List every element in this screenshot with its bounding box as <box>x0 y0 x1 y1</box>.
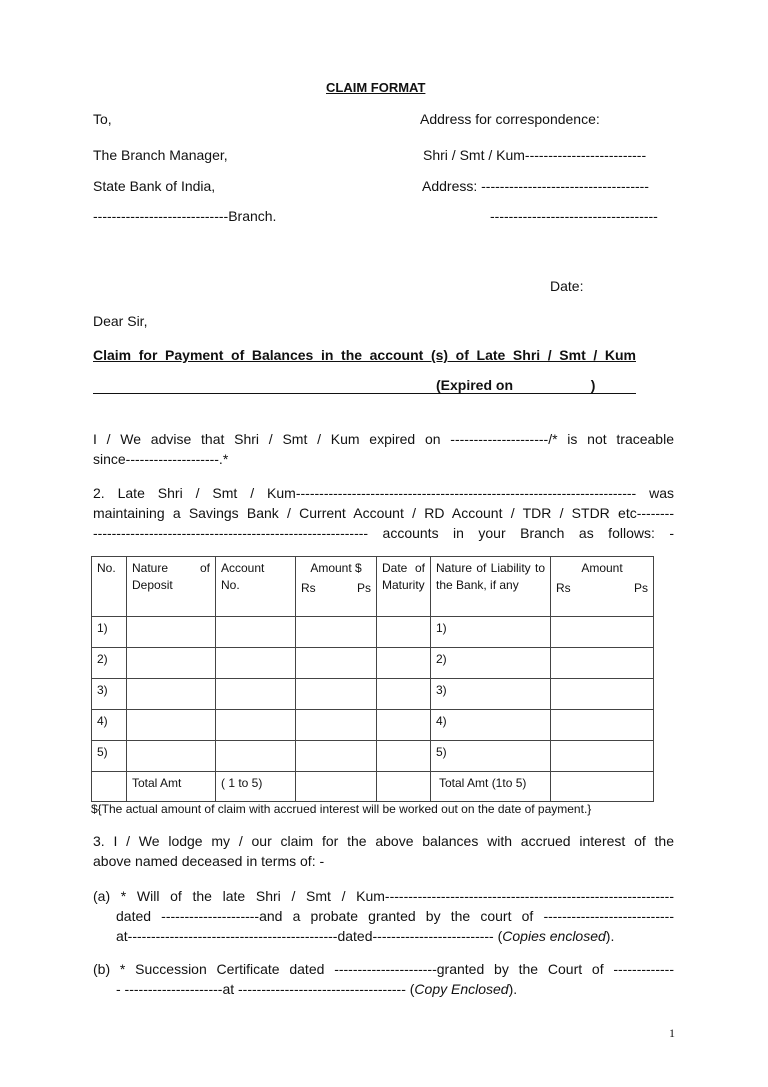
cell[interactable] <box>127 617 216 648</box>
cell[interactable] <box>377 648 431 679</box>
subject-line: Claim for Payment of Balances in the account (s) of Late Shri / Smt / Kum <box>93 347 636 363</box>
cell[interactable] <box>216 617 296 648</box>
total-row <box>92 772 654 802</box>
table-row <box>92 648 654 679</box>
h-amount2: Amount <box>581 561 623 575</box>
salutation: Dear Sir, <box>93 313 148 329</box>
cell[interactable] <box>296 648 377 679</box>
address-field-2[interactable]: ------------------------------------ <box>490 208 658 224</box>
row-liability-no: 2) <box>431 648 551 679</box>
subject-blank <box>93 376 636 394</box>
cell[interactable] <box>551 710 654 741</box>
cell[interactable] <box>551 772 654 802</box>
row-no: 1) <box>92 617 127 648</box>
cell[interactable] <box>216 741 296 772</box>
bank-name: State Bank of India, <box>93 178 216 194</box>
h-date: Date <box>382 561 408 575</box>
h-of: of <box>199 561 210 575</box>
cell[interactable] <box>551 679 654 710</box>
item-b-line1: (b) * Succession Certificate dated ----------------------granted by the Court of ------------- <box>93 961 674 977</box>
header-amount <box>296 557 377 617</box>
row-no: 4) <box>92 710 127 741</box>
item-a-line3-post: ). <box>605 928 615 944</box>
cell[interactable] <box>216 679 296 710</box>
cell[interactable] <box>551 617 654 648</box>
cell[interactable] <box>127 741 216 772</box>
header-date <box>377 557 431 617</box>
item-b-copy: Copy Enclosed <box>414 981 509 997</box>
cell[interactable] <box>127 710 216 741</box>
expired-on: (Expired on ) <box>436 377 596 393</box>
cell[interactable] <box>551 648 654 679</box>
item-b-line2 <box>116 980 517 998</box>
para2-line2: maintaining a Savings Bank / Current Account / RD Account / TDR / STDR etc-------- <box>93 505 674 521</box>
cell[interactable] <box>216 710 296 741</box>
footnote: ${The actual amount of claim with accrued interest will be worked out on the date of payment.} <box>91 802 592 816</box>
h-maturity: Maturity <box>382 578 425 592</box>
address-field[interactable]: Address: ------------------------------------ <box>422 178 649 194</box>
table-header-row <box>92 557 654 617</box>
branch-field[interactable]: -----------------------------Branch. <box>93 208 277 224</box>
para2-line3: ----------------------------------------------------------- accounts in your Branch as follows: - <box>93 525 674 541</box>
row-liability-no: 4) <box>431 710 551 741</box>
date-label: Date: <box>550 278 584 294</box>
cell[interactable] <box>296 772 377 802</box>
row-no: 3) <box>92 679 127 710</box>
h-account-no: No. <box>221 578 240 592</box>
row-no: 5) <box>92 741 127 772</box>
header-nature-deposit <box>127 557 216 617</box>
header-liability <box>431 557 551 617</box>
to-label: To, <box>93 111 112 127</box>
item-a-line1: (a) * Will of the late Shri / Smt / Kum-------------------------------------------------------------- <box>93 888 674 904</box>
h-rs2: Rs <box>556 581 571 595</box>
cell[interactable] <box>216 648 296 679</box>
item-b-line2-post: ). <box>508 981 518 997</box>
para1-line1: I / We advise that Shri / Smt / Kum expired on ---------------------/* is not traceable <box>93 431 674 447</box>
row-liability-no: 3) <box>431 679 551 710</box>
para1-line2: since--------------------.* <box>93 451 229 467</box>
item-a-line3 <box>116 927 614 945</box>
cell[interactable] <box>296 679 377 710</box>
row-liability-no: 1) <box>431 617 551 648</box>
para3-line1: 3. I / We lodge my / our claim for the above balances with accrued interest of the <box>93 833 674 849</box>
header-account <box>216 557 296 617</box>
h-nature: Nature <box>132 561 169 575</box>
h-ps: Ps <box>356 581 371 595</box>
cell[interactable] <box>127 648 216 679</box>
cell[interactable] <box>127 679 216 710</box>
h-liability: Nature of Liability to <box>436 561 545 575</box>
table-row <box>92 741 654 772</box>
h-rs: Rs <box>301 581 316 595</box>
cell[interactable] <box>296 741 377 772</box>
cell[interactable] <box>377 617 431 648</box>
item-b-line2-pre: - ---------------------at ------------------------------------ ( <box>116 981 415 997</box>
item-a-line3-pre: at---------------------------------------------dated-------------------------- ( <box>116 928 503 944</box>
shri-field[interactable]: Shri / Smt / Kum-------------------------- <box>423 147 647 163</box>
cell <box>92 772 127 802</box>
table-row <box>92 710 654 741</box>
h-amount: Amount $ <box>310 561 362 575</box>
page-number: 1 <box>669 1026 675 1040</box>
table-row <box>92 617 654 648</box>
row-liability-no: 5) <box>431 741 551 772</box>
para2-line1: 2. Late Shri / Smt / Kum------------------------------------------------------------------------- was <box>93 485 674 501</box>
header-amount2 <box>551 557 654 617</box>
cell[interactable] <box>296 617 377 648</box>
header-no: No. <box>92 557 127 617</box>
total-range: ( 1 to 5) <box>216 772 296 802</box>
cell[interactable] <box>377 741 431 772</box>
cell[interactable] <box>377 710 431 741</box>
h-ps2: Ps <box>633 581 648 595</box>
cell[interactable] <box>296 710 377 741</box>
accounts-table <box>91 556 654 802</box>
h-date-of: of <box>414 561 425 575</box>
item-a-copies: Copies enclosed <box>502 928 606 944</box>
h-deposit: Deposit <box>132 578 173 592</box>
total-liability: Total Amt (1to 5) <box>431 772 551 802</box>
page-title: CLAIM FORMAT <box>326 80 426 95</box>
h-liability-b: the Bank, if any <box>436 578 519 592</box>
branch-manager: The Branch Manager, <box>93 147 228 163</box>
item-a-line2: dated ---------------------and a probate granted by the court of ---------------------------- <box>116 908 674 924</box>
cell[interactable] <box>377 679 431 710</box>
row-no: 2) <box>92 648 127 679</box>
para3-line2: above named deceased in terms of: - <box>93 853 325 869</box>
cell[interactable] <box>551 741 654 772</box>
total-label: Total Amt <box>127 772 216 802</box>
cell[interactable] <box>377 772 431 802</box>
table-row <box>92 679 654 710</box>
h-account: Account <box>221 561 265 575</box>
address-label: Address for correspondence: <box>420 111 600 127</box>
